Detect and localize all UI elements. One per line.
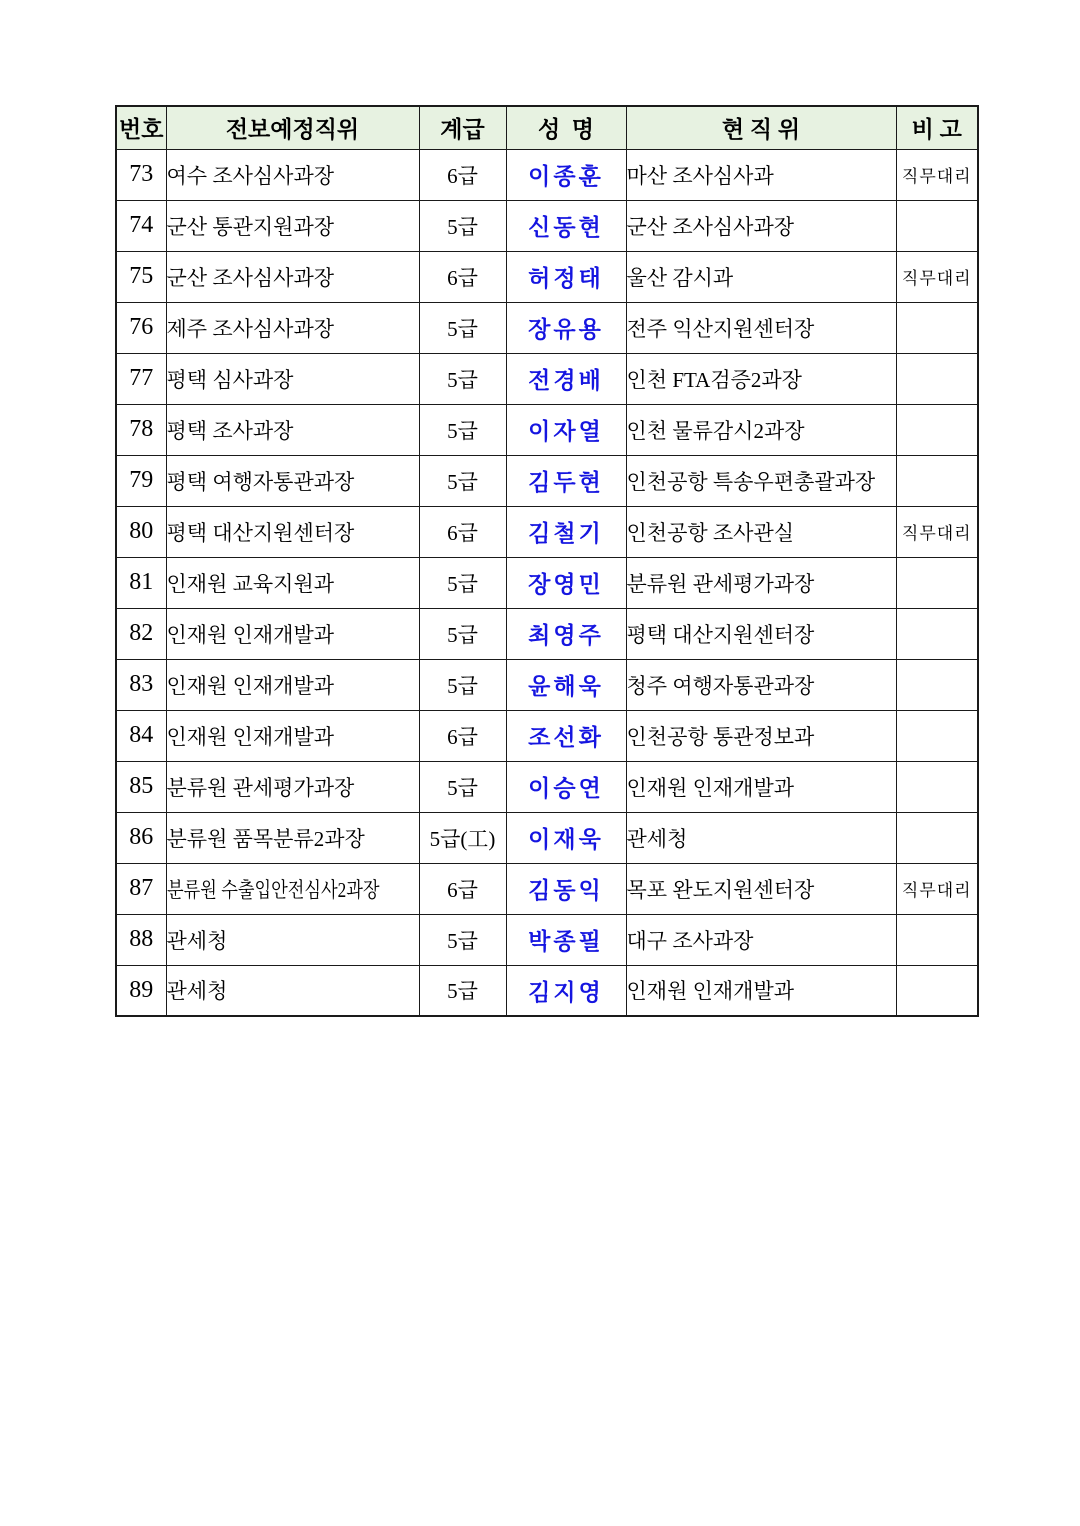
cell-rank: 5급 (419, 965, 506, 1016)
cell-note (896, 557, 978, 608)
cell-planned_position: 여수 조사심사과장 (166, 149, 419, 200)
cell-no: 85 (116, 761, 166, 812)
cell-no: 78 (116, 404, 166, 455)
table-row (116, 200, 978, 251)
cell-name: 김지영 (506, 965, 626, 1016)
table-row (116, 302, 978, 353)
cell-no: 88 (116, 914, 166, 965)
table-row (116, 557, 978, 608)
cell-no: 82 (116, 608, 166, 659)
cell-name: 이종훈 (506, 149, 626, 200)
cell-name: 이재욱 (506, 812, 626, 863)
cell-no: 86 (116, 812, 166, 863)
cell-note (896, 302, 978, 353)
cell-planned_position: 인재원 인재개발과 (166, 608, 419, 659)
cell-planned_position: 군산 조사심사과장 (166, 251, 419, 302)
cell-name: 허정태 (506, 251, 626, 302)
cell-name: 김동익 (506, 863, 626, 914)
personnel-transfer-table (115, 105, 979, 1017)
table-header-row (116, 106, 978, 149)
cell-no: 76 (116, 302, 166, 353)
cell-note (896, 761, 978, 812)
column-header-current_position: 현 직 위 (626, 106, 896, 149)
cell-planned_position: 제주 조사심사과장 (166, 302, 419, 353)
cell-planned_position: 인재원 인재개발과 (166, 710, 419, 761)
cell-note: 직무대리 (896, 506, 978, 557)
cell-no: 73 (116, 149, 166, 200)
cell-no: 84 (116, 710, 166, 761)
table-row (116, 914, 978, 965)
cell-name: 최영주 (506, 608, 626, 659)
cell-rank: 5급 (419, 608, 506, 659)
cell-name: 신동현 (506, 200, 626, 251)
cell-note (896, 353, 978, 404)
cell-note (896, 659, 978, 710)
cell-planned_position: 관세청 (166, 965, 419, 1016)
column-header-rank: 계급 (419, 106, 506, 149)
table-row (116, 353, 978, 404)
cell-rank: 5급 (419, 455, 506, 506)
cell-rank: 5급 (419, 659, 506, 710)
cell-rank: 5급 (419, 200, 506, 251)
cell-current_position: 인천 FTA검증2과장 (626, 353, 896, 404)
cell-current_position: 인천공항 특송우편총괄과장 (626, 455, 896, 506)
table-row (116, 761, 978, 812)
cell-name: 장유용 (506, 302, 626, 353)
cell-rank: 5급 (419, 353, 506, 404)
cell-no: 74 (116, 200, 166, 251)
cell-note (896, 914, 978, 965)
cell-planned_position: 평택 조사과장 (166, 404, 419, 455)
cell-current_position: 인재원 인재개발과 (626, 761, 896, 812)
cell-current_position: 울산 감시과 (626, 251, 896, 302)
table-row (116, 149, 978, 200)
cell-current_position: 전주 익산지원센터장 (626, 302, 896, 353)
cell-planned_position: 분류원 품목분류2과장 (166, 812, 419, 863)
cell-note (896, 965, 978, 1016)
cell-name: 장영민 (506, 557, 626, 608)
column-header-note: 비 고 (896, 106, 978, 149)
cell-name: 김두현 (506, 455, 626, 506)
cell-current_position: 대구 조사과장 (626, 914, 896, 965)
cell-planned_position: 관세청 (166, 914, 419, 965)
cell-rank: 5급 (419, 302, 506, 353)
cell-current_position: 인재원 인재개발과 (626, 965, 896, 1016)
cell-rank: 5급 (419, 914, 506, 965)
cell-planned_position: 군산 통관지원과장 (166, 200, 419, 251)
table-row (116, 506, 978, 557)
cell-note (896, 608, 978, 659)
table-row (116, 812, 978, 863)
cell-current_position: 분류원 관세평가과장 (626, 557, 896, 608)
cell-no: 79 (116, 455, 166, 506)
table-body (116, 149, 978, 1016)
cell-note: 직무대리 (896, 863, 978, 914)
cell-no: 80 (116, 506, 166, 557)
cell-rank: 5급 (419, 761, 506, 812)
cell-no: 83 (116, 659, 166, 710)
cell-rank: 5급 (419, 404, 506, 455)
cell-current_position: 목포 완도지원센터장 (626, 863, 896, 914)
cell-planned_position: 인재원 인재개발과 (166, 659, 419, 710)
cell-no: 87 (116, 863, 166, 914)
cell-planned_position: 분류원 수출입안전심사2과장 (166, 863, 419, 914)
cell-no: 77 (116, 353, 166, 404)
column-header-no: 번호 (116, 106, 166, 149)
cell-planned_position: 평택 여행자통관과장 (166, 455, 419, 506)
cell-note: 직무대리 (896, 149, 978, 200)
cell-current_position: 인천공항 조사관실 (626, 506, 896, 557)
cell-rank: 6급 (419, 149, 506, 200)
cell-rank: 6급 (419, 251, 506, 302)
cell-rank: 6급 (419, 506, 506, 557)
cell-name: 이자열 (506, 404, 626, 455)
cell-rank: 5급 (419, 557, 506, 608)
cell-planned_position: 인재원 교육지원과 (166, 557, 419, 608)
cell-name: 전경배 (506, 353, 626, 404)
cell-name: 조선화 (506, 710, 626, 761)
cell-name: 이승연 (506, 761, 626, 812)
cell-current_position: 평택 대산지원센터장 (626, 608, 896, 659)
cell-no: 81 (116, 557, 166, 608)
column-header-name: 성 명 (506, 106, 626, 149)
cell-planned_position: 평택 심사과장 (166, 353, 419, 404)
cell-note (896, 710, 978, 761)
cell-current_position: 마산 조사심사과 (626, 149, 896, 200)
cell-note (896, 200, 978, 251)
cell-name: 윤해욱 (506, 659, 626, 710)
cell-note: 직무대리 (896, 251, 978, 302)
table-row (116, 608, 978, 659)
cell-current_position: 군산 조사심사과장 (626, 200, 896, 251)
table-row (116, 710, 978, 761)
cell-rank: 6급 (419, 863, 506, 914)
cell-current_position: 인천 물류감시2과장 (626, 404, 896, 455)
cell-planned_position: 평택 대산지원센터장 (166, 506, 419, 557)
table-row (116, 455, 978, 506)
cell-current_position: 관세청 (626, 812, 896, 863)
cell-note (896, 455, 978, 506)
cell-note (896, 812, 978, 863)
table-row (116, 251, 978, 302)
cell-no: 75 (116, 251, 166, 302)
cell-rank: 5급(工) (419, 812, 506, 863)
table-header (116, 106, 978, 149)
cell-no: 89 (116, 965, 166, 1016)
cell-name: 박종필 (506, 914, 626, 965)
cell-current_position: 청주 여행자통관과장 (626, 659, 896, 710)
cell-note (896, 404, 978, 455)
table-row (116, 659, 978, 710)
cell-name: 김철기 (506, 506, 626, 557)
cell-current_position: 인천공항 통관정보과 (626, 710, 896, 761)
column-header-planned_position: 전보예정직위 (166, 106, 419, 149)
table-row (116, 404, 978, 455)
table-row (116, 863, 978, 914)
cell-planned_position: 분류원 관세평가과장 (166, 761, 419, 812)
table-row (116, 965, 978, 1016)
cell-rank: 6급 (419, 710, 506, 761)
